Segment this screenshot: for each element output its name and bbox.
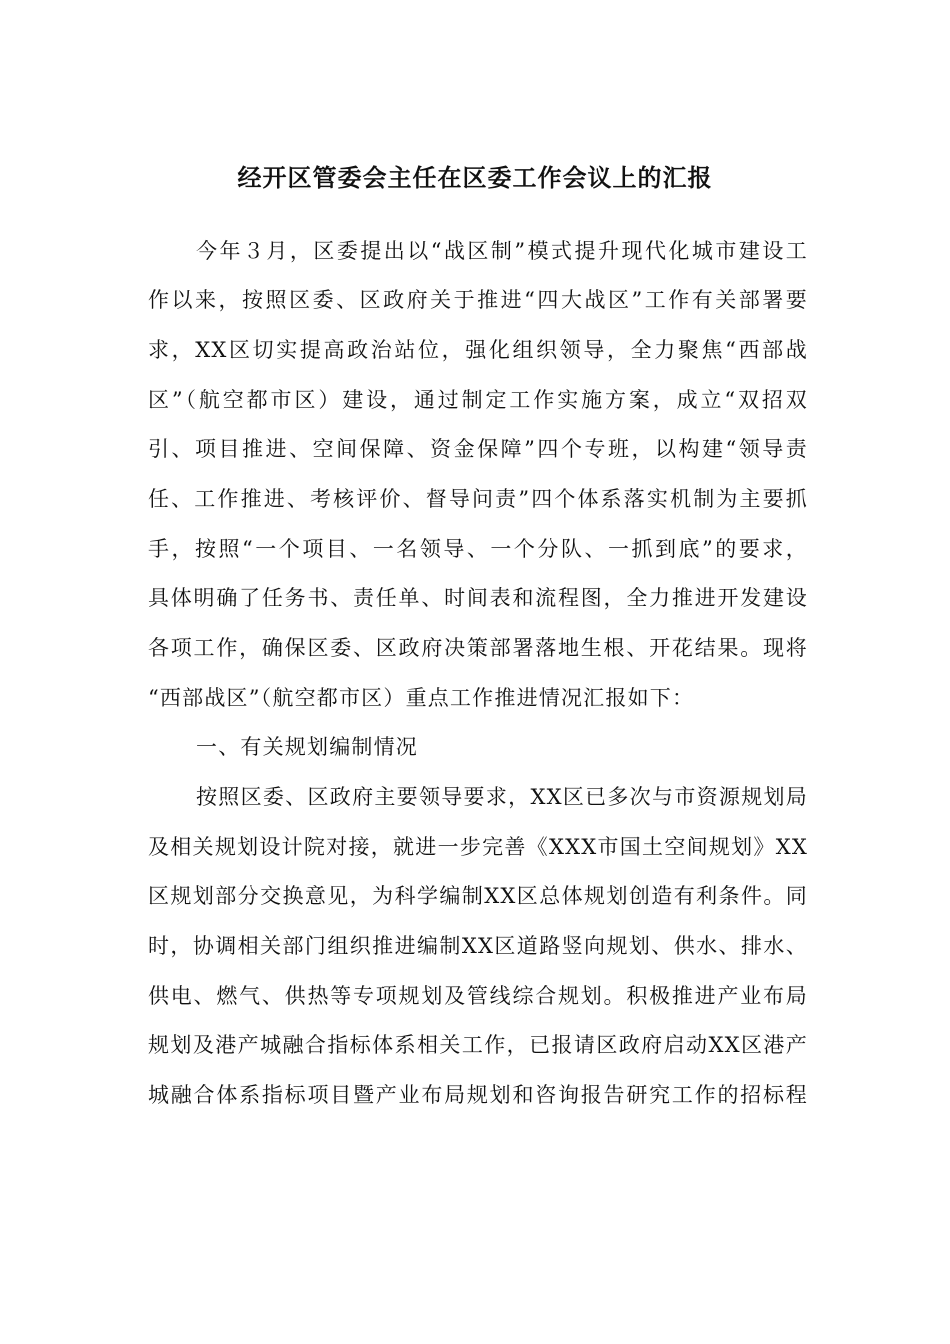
paragraph-2-line: 按照区委、区政府主要领导要求，XX区已多次与市资源规划局 <box>196 785 808 809</box>
paragraph-2-line: 区规划部分交换意见，为科学编制XX区总体规划创造有利条件。同 <box>148 884 808 908</box>
section-heading: 一、有关规划编制情况 <box>196 735 418 759</box>
paragraph-1-line: 具体明确了任务书、责任单、时间表和流程图，全力推进开发建设 <box>148 586 808 610</box>
paragraph-1-line: 手，按照“一个项目、一名领导、一个分队、一抓到底”的要求， <box>148 537 808 561</box>
paragraph-1-line: 今年３月，区委提出以“战区制”模式提升现代化城市建设工 <box>196 239 808 263</box>
paragraph-2-line: 供电、燃气、供热等专项规划及管线综合规划。积极推进产业布局 <box>148 984 808 1008</box>
paragraph-1-line: “西部战区”（航空都市区）重点工作推进情况汇报如下： <box>148 686 695 710</box>
paragraph-1-line: 作以来，按照区委、区政府关于推进“四大战区”工作有关部署要 <box>148 288 808 312</box>
paragraph-1-line: 各项工作，确保区委、区政府决策部署落地生根、开花结果。现将 <box>148 636 808 660</box>
paragraph-1-line: 任、工作推进、考核评价、督导问责”四个体系落实机制为主要抓 <box>148 487 808 511</box>
paragraph-1-line: 引、项目推进、空间保障、资金保障”四个专班，以构建“领导责 <box>148 437 808 461</box>
paragraph-1-line: 区”（航空都市区）建设，通过制定工作实施方案，成立“双招双 <box>148 388 808 412</box>
paragraph-1-line: 求，XX区切实提高政治站位，强化组织领导，全力聚焦“西部战 <box>148 338 808 362</box>
paragraph-2-line: 时，协调相关部门组织推进编制XX区道路竖向规划、供水、排水、 <box>148 934 808 958</box>
document-title: 经开区管委会主任在区委工作会议上的汇报 <box>237 164 713 192</box>
paragraph-2-line: 城融合体系指标项目暨产业布局规划和咨询报告研究工作的招标程 <box>148 1083 808 1107</box>
paragraph-2-line: 规划及港产城融合指标体系相关工作，已报请区政府启动XX区港产 <box>148 1033 808 1057</box>
paragraph-2-line: 及相关规划设计院对接，就进一步完善《XXX市国土空间规划》XX <box>148 835 808 859</box>
